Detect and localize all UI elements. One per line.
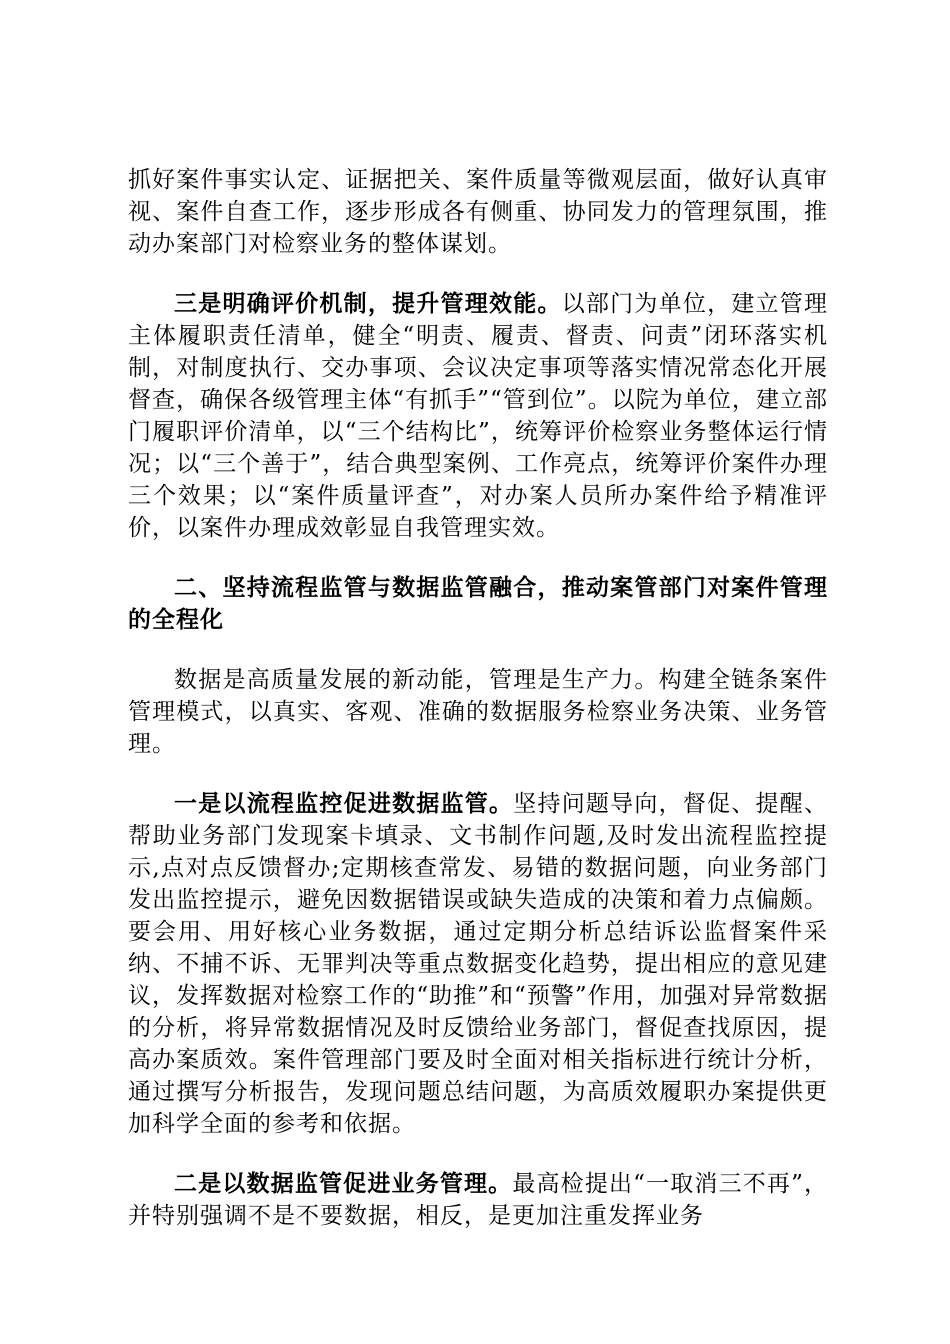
paragraph-lead: 三是明确评价机制，提升管理效能。 — [174, 290, 562, 317]
paragraph-lead: 二是以数据监管促进业务管理。 — [174, 1170, 513, 1197]
section-heading-text: 二、坚持流程监管与数据监管融合，推动案管部门对案件管理的全程化 — [128, 574, 828, 633]
paragraph-text: 最高检提出“一取消三不再”，并特别强调不是不要数据，相反，是更加注重发挥业务 — [128, 1171, 828, 1229]
paragraph-text: 数据是高质量发展的新动能，管理是生产力。构建全链条案件管理模式，以真实、客观、准确的数据服务检察业务决策、业务管理。 — [128, 667, 828, 757]
document-page — [128, 164, 828, 1260]
paragraph-evaluation-mechanism — [128, 288, 828, 544]
paragraph-continuation — [128, 164, 828, 260]
section-heading — [128, 572, 828, 636]
paragraph-text: 抓好案件事实认定、证据把关、案件质量等微观层面，做好认真审视、案件自查工作，逐步形成各有侧重、协同发力的管理氛围，推动办案部门对检察业务的整体谋划。 — [128, 167, 828, 257]
paragraph-process-monitoring — [128, 788, 828, 1140]
paragraph-data-intro — [128, 664, 828, 760]
paragraph-text: 坚持问题导向，督促、提醒、帮助业务部门发现案卡填录、文书制作问题,及时发出流程监控提示,点对点反馈督办;定期核查常发、易错的数据问题，向业务部门发出监控提示，避免因数据错误或缺失造成的决策和着力点偏颇。要会用、用好核心业务数据，通过定期分析总结诉讼监督案件采纳、不捕不诉、无罪判决等重点数据变化趋势，提出相应的意见建议，发挥数据对检察工作的“助推”和“预警”作用，加强对异常数据的分析，将异常数据情况及时反馈给业务部门，督促查找原因，提高办案质效。案件管理部门要及时全面对相关指标进行统计分析，通过撰写分析报告，发现问题总结问题，为高质效履职办案提供更加科学全面的参考和依据。 — [128, 791, 829, 1137]
paragraph-data-supervision — [128, 1168, 828, 1232]
paragraph-lead: 一是以流程监控促进数据监管。 — [174, 790, 514, 817]
paragraph-text: 以部门为单位，建立管理主体履职责任清单，健全“明责、履责、督责、问责”闭环落实机制，对制度执行、交办事项、会议决定事项等落实情况常态化开展督查，确保各级管理主体“有抓手”“管到位”。以院为单位，建立部门履职评价清单，以“三个结构比”，统筹评价检察业务整体运行情况；以“三个善于”，结合典型案例、工作亮点，统筹评价案件办理三个效果；以“案件质量评查”，对办案人员所办案件给予精准评价，以案件办理成效彰显自我管理实效。 — [128, 291, 829, 541]
